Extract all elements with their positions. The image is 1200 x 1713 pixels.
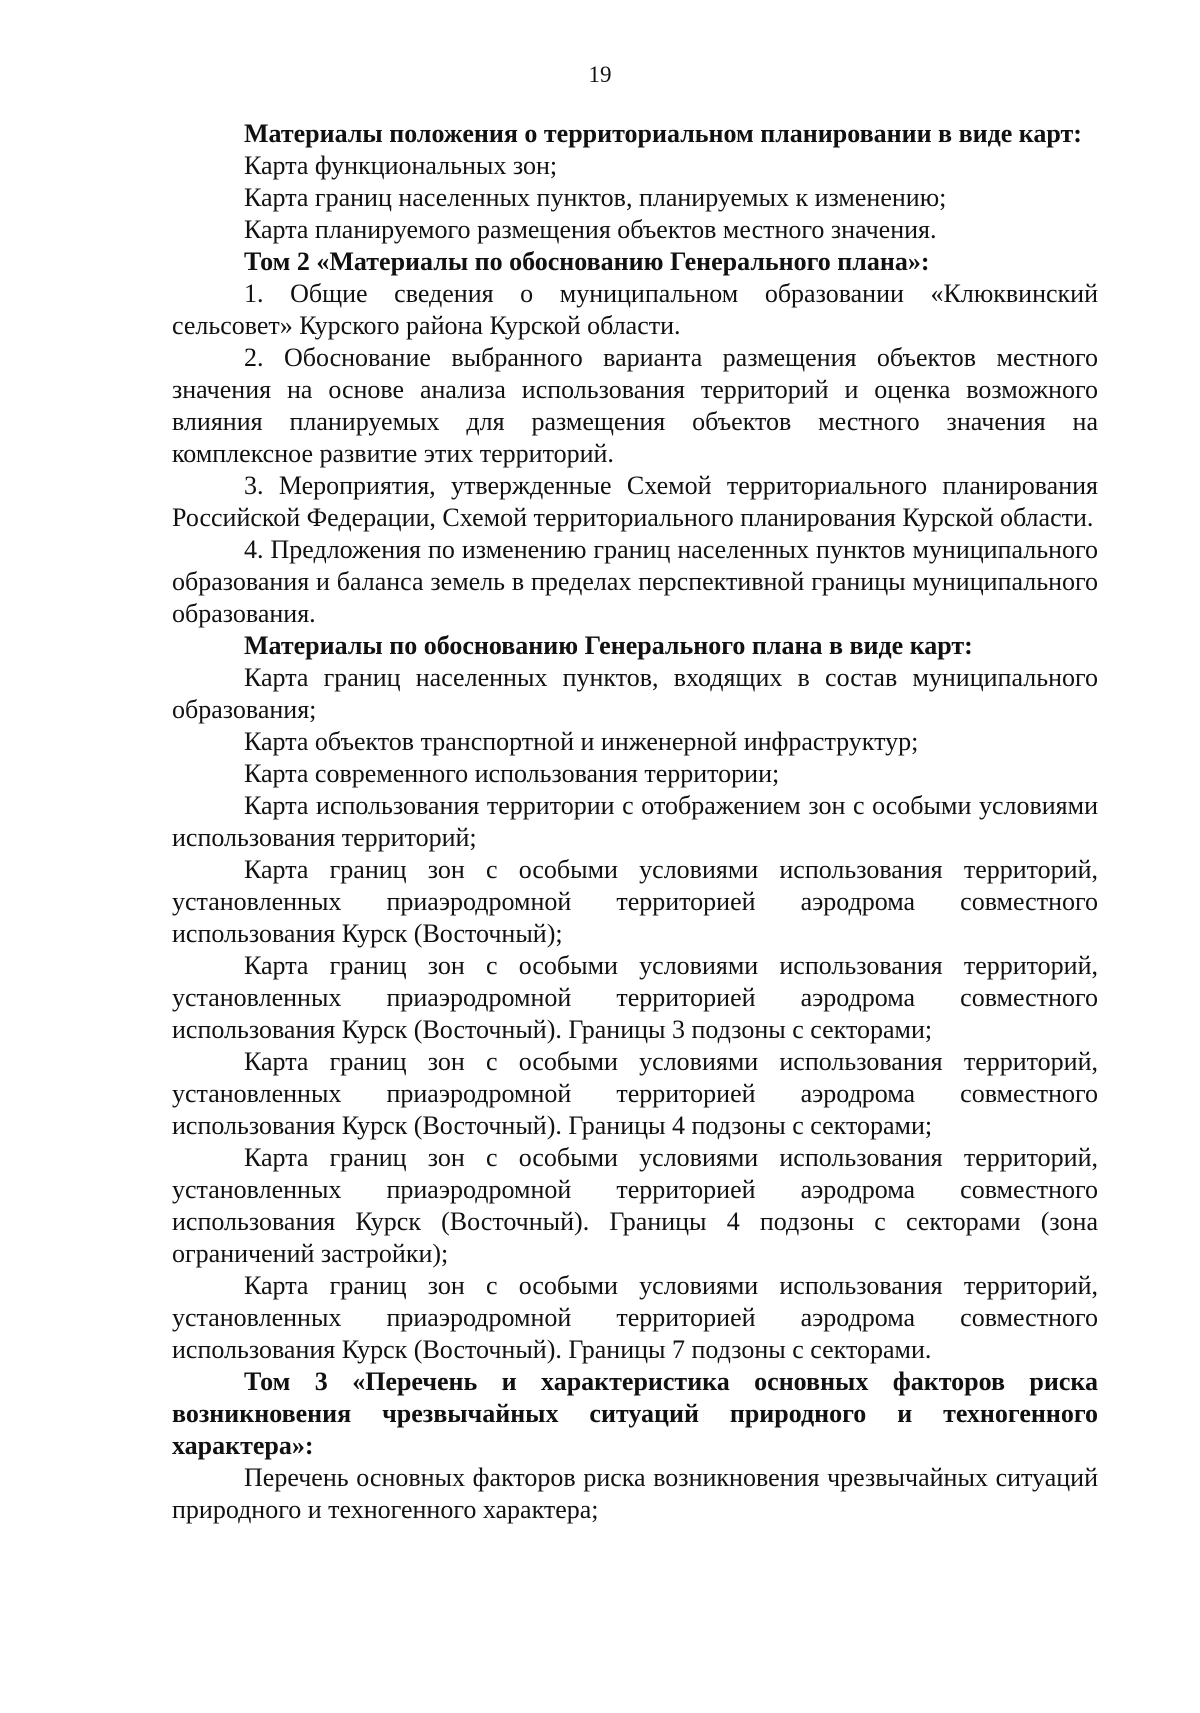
list-item: Карта границ населенных пунктов, входящих в состав муниципального образования; <box>172 663 1098 724</box>
list-item: 2. Обоснование выбранного варианта размещения объектов местного значения на основе анализа использования территорий и оценка возможного влияния планируемых для размещения объектов местного значения на комплексное развитие этих территорий. <box>172 343 1098 468</box>
list-item: 4. Предложения по изменению границ населенных пунктов муниципального образования и баланса земель в пределах перспективной границы муниципального образования. <box>172 535 1098 628</box>
list-item: Карта границ зон с особыми условиями использования территорий, установленных приаэродромной территорией аэродрома совместного использования Курск (Восточный); <box>172 855 1098 948</box>
list-item: Карта использования территории с отображением зон с особыми условиями использования территорий; <box>172 791 1098 852</box>
heading-maps-provisions: Материалы положения о территориальном планировании в виде карт: <box>244 119 1082 148</box>
list-item: Карта современного использования территории; <box>244 759 780 788</box>
list-item: Карта функциональных зон; <box>244 151 558 180</box>
document-body <box>172 118 1098 1526</box>
list-item: Карта границ населенных пунктов, планируемых к изменению; <box>244 183 947 212</box>
list-item: Карта границ зон с особыми условиями использования территорий, установленных приаэродромной территорией аэродрома совместного использования Курск (Восточный). Границы 4 подзоны с секторами; <box>172 1047 1098 1140</box>
list-item: Карта объектов транспортной и инженерной инфраструктур; <box>244 727 919 756</box>
heading-justification-maps: Материалы по обоснованию Генерального плана в виде карт: <box>244 631 973 660</box>
list-item: 1. Общие сведения о муниципальном образовании «Клюквинский сельсовет» Курского района Курской области. <box>172 279 1098 340</box>
heading-volume-2: Том 2 «Материалы по обоснованию Генерального плана»: <box>244 247 930 276</box>
list-item: 3. Мероприятия, утвержденные Схемой территориального планирования Российской Федерации, Схемой территориального планирования Курской области. <box>172 471 1098 532</box>
page-number: 19 <box>588 62 612 87</box>
list-item: Карта границ зон с особыми условиями использования территорий, установленных приаэродромной территорией аэродрома совместного использования Курск (Восточный). Границы 4 подзоны с секторами (зона ограничений застройки); <box>172 1143 1098 1268</box>
list-item: Карта границ зон с особыми условиями использования территорий, установленных приаэродромной территорией аэродрома совместного использования Курск (Восточный). Границы 3 подзоны с секторами; <box>172 951 1098 1044</box>
heading-volume-3: Том 3 «Перечень и характеристика основных факторов риска возникновения чрезвычайных ситуаций природного и техногенного характера»: <box>172 1367 1098 1460</box>
list-item: Перечень основных факторов риска возникновения чрезвычайных ситуаций природного и техногенного характера; <box>172 1463 1098 1524</box>
list-item: Карта границ зон с особыми условиями использования территорий, установленных приаэродромной территорией аэродрома совместного использования Курск (Восточный). Границы 7 подзоны с секторами. <box>172 1271 1098 1364</box>
list-item: Карта планируемого размещения объектов местного значения. <box>244 215 937 244</box>
